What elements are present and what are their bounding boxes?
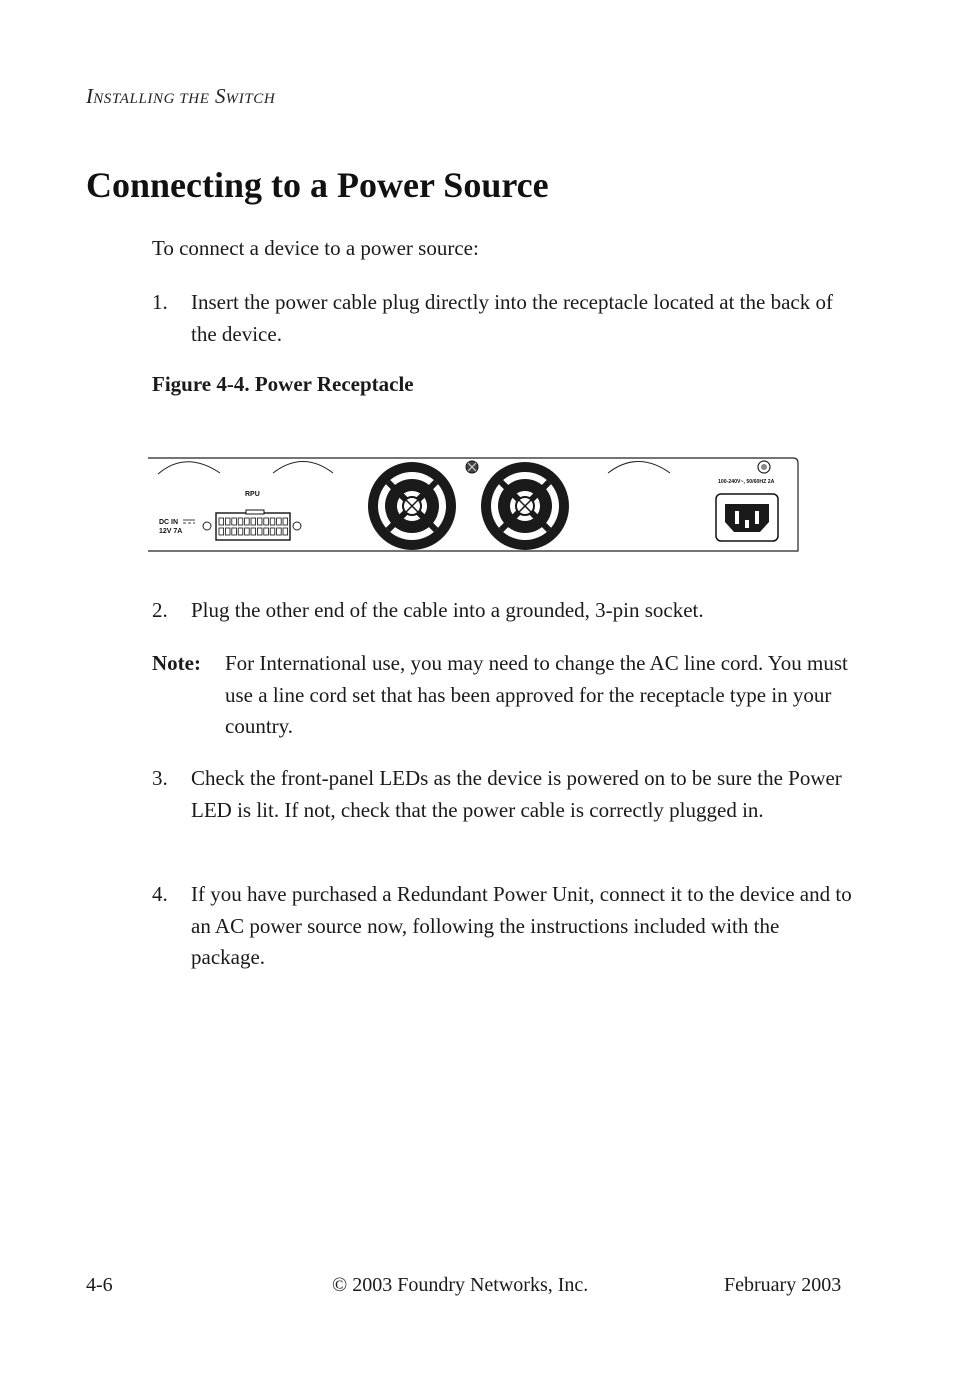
step-text: If you have purchased a Redundant Power Unit, connect it to the device and to an AC power source now, following the instructions included with the package. bbox=[191, 882, 852, 969]
figure-caption: Figure 4-4. Power Receptacle bbox=[152, 372, 414, 396]
step-3 bbox=[152, 763, 852, 826]
step-text: Plug the other end of the cable into a grounded, 3-pin socket. bbox=[191, 598, 704, 622]
power-receptacle-figure bbox=[148, 452, 800, 554]
page-title: Connecting to a Power Source bbox=[86, 165, 549, 205]
mount-hole-icon bbox=[203, 522, 211, 530]
dc-rating-label: 12V 7A bbox=[159, 528, 183, 535]
vent-arch bbox=[608, 462, 670, 474]
running-head-small: NSTALLING THE bbox=[93, 91, 210, 107]
step-text: Check the front-panel LEDs as the device is powered on to be sure the Power LED is lit. If not, check that the power cable is correctly plugged in. bbox=[191, 766, 842, 822]
step-number: 1. bbox=[152, 290, 168, 314]
intro-text: To connect a device to a power source: bbox=[152, 236, 479, 260]
step-number: 3. bbox=[152, 766, 168, 790]
note-block bbox=[152, 648, 852, 743]
page-number: 4-6 bbox=[86, 1274, 113, 1296]
mount-hole-icon bbox=[293, 522, 301, 530]
note-label: Note: bbox=[152, 651, 201, 675]
ground-screw-icon bbox=[758, 461, 770, 473]
running-head-cap: I bbox=[86, 84, 94, 108]
step-4 bbox=[152, 879, 852, 974]
fan-grille-icon bbox=[481, 462, 569, 550]
step-number: 2. bbox=[152, 598, 168, 622]
ac-rating-label: 100-240V~, 50/60HZ 2A bbox=[718, 479, 775, 485]
vent-arch bbox=[273, 462, 333, 474]
dc-in-label: DC IN bbox=[159, 519, 179, 526]
running-head-cap: S bbox=[214, 84, 226, 108]
copyright: © 2003 Foundry Networks, Inc. bbox=[332, 1274, 589, 1296]
running-head bbox=[86, 84, 275, 109]
running-head-small: WITCH bbox=[225, 91, 276, 107]
note-text: For International use, you may need to change the AC line cord. You must use a line cord set that has been approved for the receptacle type in your country. bbox=[225, 651, 848, 738]
fan-grille-icon bbox=[368, 462, 456, 550]
step-1 bbox=[152, 287, 852, 350]
dc-symbol-icon bbox=[183, 520, 195, 523]
step-text: Insert the power cable plug directly into the receptacle located at the back of the device. bbox=[191, 290, 833, 346]
rpu-connector bbox=[216, 510, 290, 540]
screw-icon bbox=[466, 461, 478, 473]
step-2 bbox=[152, 595, 852, 627]
ac-power-receptacle-icon bbox=[716, 494, 778, 541]
vent-arch bbox=[158, 462, 220, 474]
publication-date: February 2003 bbox=[724, 1274, 842, 1296]
step-number: 4. bbox=[152, 882, 168, 906]
rpu-label: RPU bbox=[245, 491, 260, 498]
